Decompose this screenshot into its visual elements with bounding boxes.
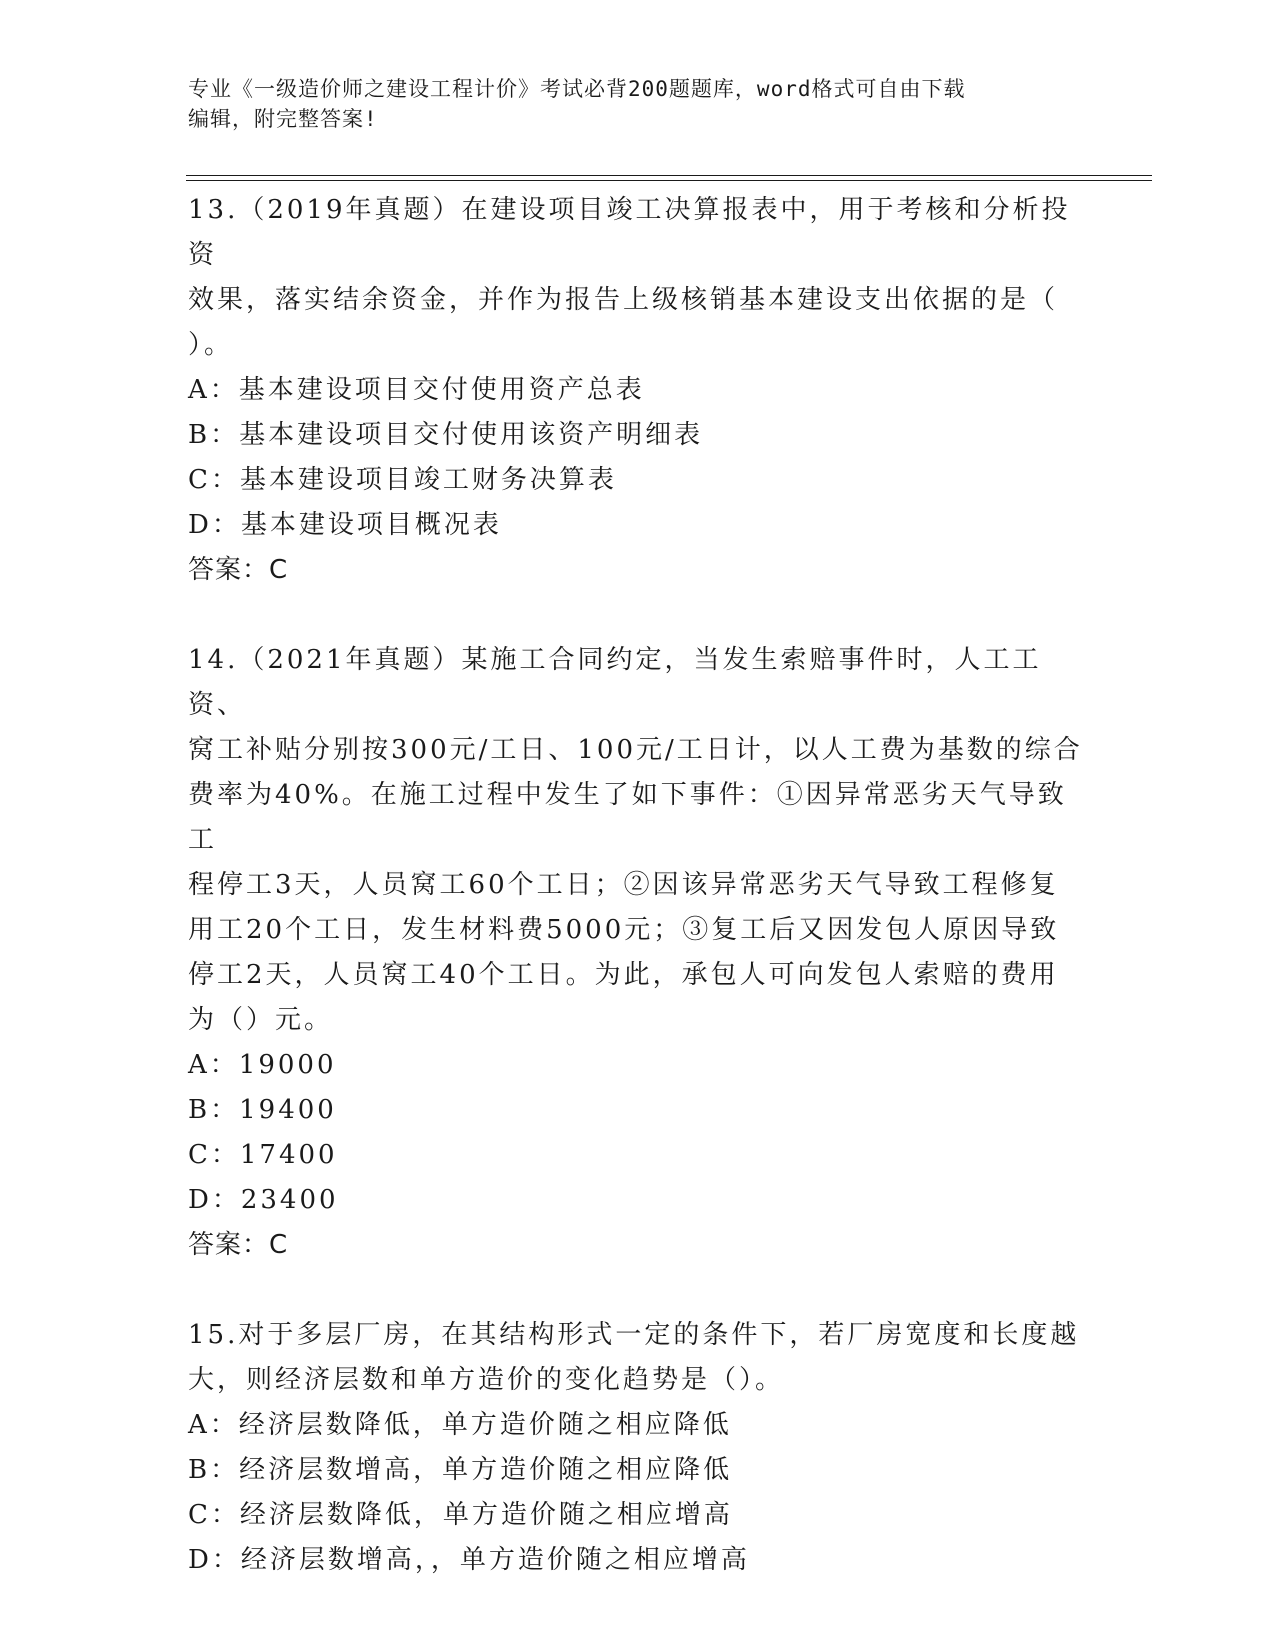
header-line-2: 编辑，附完整答案!: [188, 107, 378, 131]
option-d: D：基本建设项目概况表: [188, 510, 502, 540]
option-d: D：23400: [188, 1185, 339, 1215]
question-text-line: 14.（2021年真题）某施工合同约定，当发生索赔事件时，人工工资、: [188, 645, 1042, 720]
option-c: C：17400: [188, 1140, 338, 1170]
question-14: [188, 638, 1088, 1268]
document-header: [188, 74, 1068, 134]
question-text-line: 窝工补贴分别按300元/工日、100元/工日计，以人工费为基数的综合: [188, 735, 1083, 765]
questions-list: [188, 188, 1088, 1583]
header-line-1: 专业《一级造价师之建设工程计价》考试必背200题题库，word格式可自由下载: [188, 77, 966, 101]
spacer: [188, 1268, 1088, 1313]
option-d: D：经济层数增高，，单方造价随之相应增高: [188, 1545, 750, 1575]
question-text-line: 停工2天，人员窝工40个工日。为此，承包人可向发包人索赔的费用: [188, 960, 1059, 990]
question-text-line: 大，则经济层数和单方造价的变化趋势是（）。: [188, 1365, 785, 1395]
question-text-line: 费率为40%。在施工过程中发生了如下事件：①因异常恶劣天气导致工: [188, 780, 1067, 855]
option-c: C：经济层数降低，单方造价随之相应增高: [188, 1500, 733, 1530]
question-text-line: 为（）元。: [188, 1005, 334, 1035]
option-b: B：经济层数增高，单方造价随之相应降低: [188, 1455, 733, 1485]
spacer: [188, 593, 1088, 638]
option-b: B：19400: [188, 1095, 337, 1125]
option-c: C：基本建设项目竣工财务决算表: [188, 465, 617, 495]
header-divider-bottom: [186, 180, 1152, 181]
answer: 答案：C: [188, 555, 289, 585]
option-a: A：19000: [188, 1050, 337, 1080]
option-b: B：基本建设项目交付使用该资产明细表: [188, 420, 704, 450]
question-15: [188, 1313, 1088, 1583]
option-a: A：基本建设项目交付使用资产总表: [188, 375, 645, 405]
question-text-line: ）。: [188, 330, 234, 360]
question-text-line: 15.对于多层厂房，在其结构形式一定的条件下，若厂房宽度和长度越: [188, 1320, 1080, 1350]
question-text-line: 用工20个工日，发生材料费5000元；③复工后又因发包人原因导致: [188, 915, 1060, 945]
header-divider-top: [186, 175, 1152, 176]
question-13: [188, 188, 1088, 593]
question-text-line: 效果，落实结余资金，并作为报告上级核销基本建设支出依据的是（: [188, 285, 1059, 315]
question-text-line: 程停工3天，人员窝工60个工日；②因该异常恶劣天气导致工程修复: [188, 870, 1059, 900]
question-text-line: 13.（2019年真题）在建设项目竣工决算报表中，用于考核和分析投资: [188, 195, 1071, 270]
option-a: A：经济层数降低，单方造价随之相应降低: [188, 1410, 732, 1440]
answer: 答案：C: [188, 1230, 289, 1260]
